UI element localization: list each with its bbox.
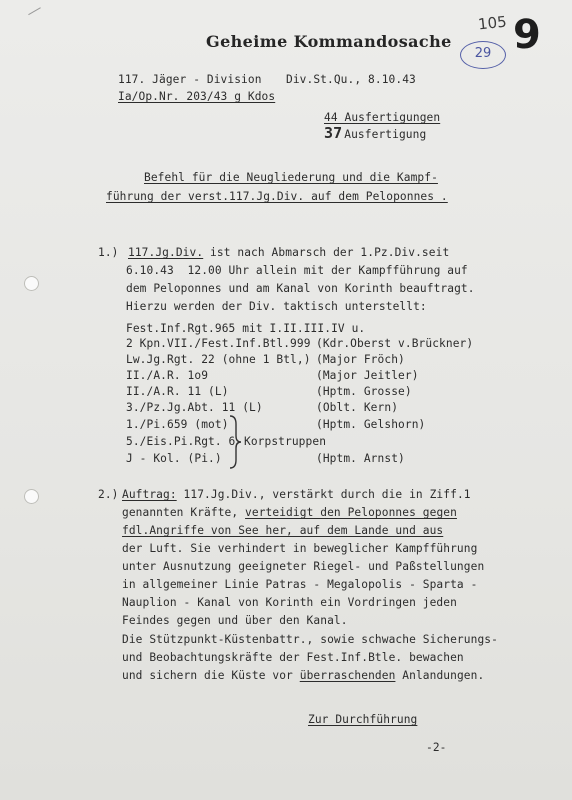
- classification-heading: Geheime Kommandosache: [206, 32, 452, 51]
- pencil-page-number: 105: [477, 12, 508, 34]
- unit-commander: (Major Fröch): [316, 353, 405, 366]
- section-1-number: 1.): [98, 246, 119, 259]
- unit-list-item: J - Kol. (Pi.): [126, 452, 222, 465]
- execution-note: Zur Durchführung: [308, 713, 418, 726]
- section-2-para-2-line-3: [122, 669, 484, 682]
- corner-mark: [28, 7, 46, 24]
- unit-commander: (Kdr.Oberst v.Brückner): [316, 337, 474, 350]
- circled-number: [460, 41, 506, 69]
- section-2-para-2-line-3-c: Anlandungen.: [395, 669, 485, 682]
- section-2-para-2-line-2: und Beobachtungskräfte der Fest.Inf.Btle. bewachen: [122, 651, 464, 664]
- section-2-number: 2.): [98, 488, 119, 501]
- archive-number: 9: [513, 12, 541, 58]
- reference-number: Ia/Op.Nr. 203/43 g Kdos: [118, 90, 276, 103]
- section-2-line-7: Nauplion - Kanal von Korinth ein Vordringen jeden: [122, 596, 457, 609]
- section-2-para-2-line-3-b: überraschenden: [299, 669, 396, 682]
- section-2-line-1-rest: 117.Jg.Div., verstärkt durch die in Ziff.1: [176, 488, 471, 501]
- unit-list-item: 2 Kpn.VII./Fest.Inf.Btl.999: [126, 337, 311, 350]
- section-2-para-2-line-3-a: und sichern die Küste vor: [122, 669, 300, 682]
- section-1-line-4: Hierzu werden der Div. taktisch unterstellt:: [126, 300, 427, 313]
- section-2-line-1: [122, 488, 471, 501]
- unit-list-item: II./A.R. 1o9: [126, 369, 209, 382]
- unit-commander: (Hptm. Gelshorn): [316, 418, 426, 431]
- unit-list-item: 5./Eis.Pi.Rgt. 6: [126, 435, 236, 448]
- section-2-line-2-b: verteidigt den Peloponnes gegen: [245, 506, 457, 519]
- subject-line-1: Befehl für die Neugliederung und die Kampf-: [144, 171, 438, 184]
- section-2-lead: Auftrag:: [122, 488, 177, 501]
- section-1-lead: 117.Jg.Div.: [128, 246, 204, 259]
- section-2-line-2-a: genannten Kräfte,: [122, 506, 246, 519]
- unit-list-item: Fest.Inf.Rgt.965 mit I.II.III.IV u.: [126, 322, 366, 335]
- location-date: Div.St.Qu., 8.10.43: [286, 73, 416, 86]
- section-1-line-2: 6.10.43 12.00 Uhr allein mit der Kampfführung auf: [126, 264, 468, 277]
- unit-commander: (Oblt. Kern): [316, 401, 399, 414]
- section-1-line-1-rest: ist nach Abmarsch der 1.Pz.Div.seit: [203, 246, 450, 259]
- unit-list-item: II./A.R. 11 (L): [126, 385, 229, 398]
- circled-number-text: 29: [474, 46, 492, 61]
- page-number: -2-: [426, 741, 447, 754]
- copy-line: [324, 124, 427, 142]
- corps-troops-label: Korpstruppen: [244, 435, 327, 448]
- copy-label: Ausfertigung: [344, 128, 427, 141]
- section-1-line-3: dem Peloponnes und am Kanal von Korinth beauftragt.: [126, 282, 475, 295]
- section-2-line-2: [122, 506, 457, 519]
- section-2-line-5: unter Ausnutzung geeigneter Riegel- und Paßstellungen: [122, 560, 485, 573]
- copy-number: 37: [324, 124, 343, 142]
- unit-list-item: Lw.Jg.Rgt. 22 (ohne 1 Btl,): [126, 353, 311, 366]
- corps-troops-brace: [226, 414, 244, 470]
- unit-commander: (Hptm. Arnst): [316, 452, 405, 465]
- copies-total: 44 Ausfertigungen: [324, 111, 441, 124]
- section-2-para-2-line-1: Die Stützpunkt-Küstenbattr., sowie schwache Sicherungs-: [122, 633, 498, 646]
- unit-list-item: 1./Pi.659 (mot): [126, 418, 229, 431]
- section-2-line-8: Feindes gegen und über den Kanal.: [122, 614, 348, 627]
- section-2-line-3: fdl.Angriffe von See her, auf dem Lande und aus: [122, 524, 444, 537]
- punch-hole: [24, 276, 39, 291]
- section-2-line-4: der Luft. Sie verhindert in beweglicher Kampfführung: [122, 542, 478, 555]
- section-2-line-6: in allgemeiner Linie Patras - Megalopolis - Sparta -: [122, 578, 478, 591]
- unit-name: 117. Jäger - Division: [118, 73, 262, 86]
- unit-commander: (Major Jeitler): [316, 369, 419, 382]
- unit-commander: (Hptm. Grosse): [316, 385, 412, 398]
- subject-line-2: führung der verst.117.Jg.Div. auf dem Peloponnes .: [106, 190, 448, 203]
- unit-list-item: 3./Pz.Jg.Abt. 11 (L): [126, 401, 263, 414]
- punch-hole: [24, 489, 39, 504]
- section-1-line-1: [128, 246, 449, 259]
